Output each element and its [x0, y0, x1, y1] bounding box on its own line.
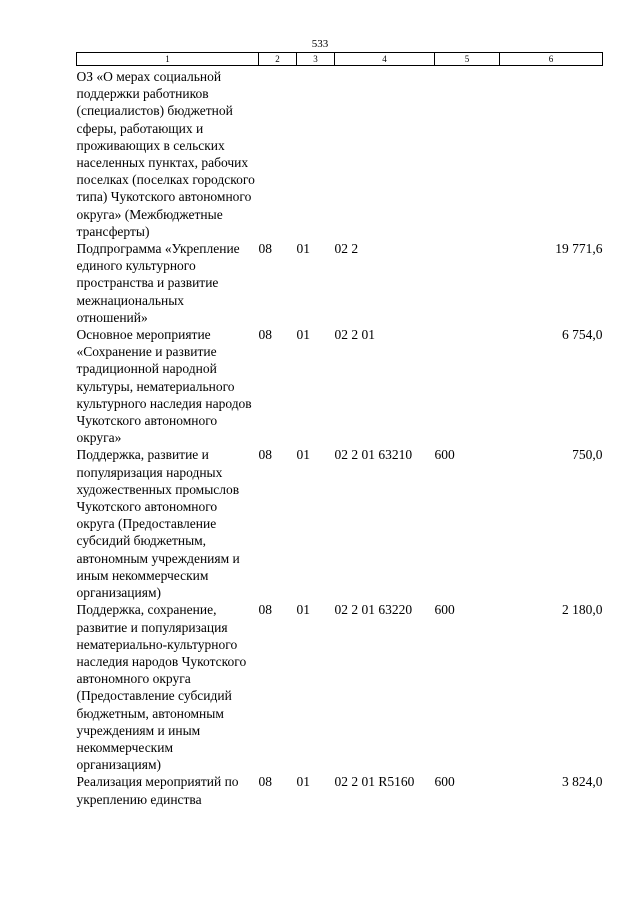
row-subsection: 01 [296, 327, 310, 343]
row-amount: 3 824,0 [562, 774, 603, 790]
row-expense-type [435, 326, 500, 446]
column-header-4: 4 [335, 53, 435, 66]
row-expense-type: 600 [434, 602, 455, 618]
row-section: 08 [258, 327, 272, 343]
row-section: 08 [258, 602, 272, 618]
row-name: Поддержка, сохранение, развитие и популяризация нематериально-культурного наследия народов Чукотского автономного округа (Предоставление субсидий бюджетным, автономным учреждениям и иным некоммерческим организациям) [76, 602, 247, 773]
row-expense-type [435, 66, 500, 241]
row-expense-type: 600 [434, 447, 455, 463]
row-expense-type: 600 [434, 774, 455, 790]
column-header-3: 3 [297, 53, 335, 66]
column-number-row [77, 53, 603, 66]
row-expense-type [435, 240, 500, 326]
row-subsection: 01 [296, 241, 310, 257]
row-section [259, 66, 297, 241]
row-target-code: 02 2 01 63220 [334, 602, 413, 618]
row-subsection [297, 66, 335, 241]
row-amount: 6 754,0 [562, 327, 603, 343]
row-target-code: 02 2 [334, 241, 359, 257]
column-header-6: 6 [500, 53, 603, 66]
table-row [77, 66, 603, 241]
row-section: 08 [258, 241, 272, 257]
row-target-code [335, 66, 435, 241]
row-subsection: 01 [296, 774, 310, 790]
page-number: 533 [311, 38, 329, 50]
table-row [77, 326, 603, 446]
row-subsection: 01 [296, 447, 310, 463]
row-amount: 19 771,6 [555, 241, 603, 257]
column-header-1: 1 [77, 53, 259, 66]
row-amount [500, 66, 603, 241]
column-header-2: 2 [259, 53, 297, 66]
row-amount: 2 180,0 [562, 602, 603, 618]
row-name: Подпрограмма «Укрепление единого культурного пространства и развитие межнациональных отношений» [76, 241, 240, 325]
row-name: Реализация мероприятий по укреплению единства [76, 774, 239, 807]
row-amount: 750,0 [572, 447, 603, 463]
row-target-code: 02 2 01 [334, 327, 375, 343]
row-name: Основное мероприятие «Сохранение и развитие традиционной народной культуры, нематериального культурного наследия народов Чукотского автономного округа» [76, 327, 252, 446]
row-section: 08 [258, 774, 272, 790]
table-row [77, 601, 603, 773]
table-row [77, 773, 603, 807]
table-header [77, 53, 603, 66]
row-name: ОЗ «О мерах социальной поддержки работников (специалистов) бюджетной сферы, работающих и проживающих в сельских населенных пунктах, рабочих поселках (поселках городского типа) Чукотского автономного округа» (Межбюджетные трансферты) [76, 69, 255, 239]
row-name: Поддержка, развитие и популяризация народных художественных промыслов Чукотского автономного округа (Предоставление субсидий бюджетным, автономным учреждениям и иным некоммерческим организациям) [76, 447, 240, 601]
row-target-code: 02 2 01 R5160 [334, 774, 415, 790]
row-target-code: 02 2 01 63210 [334, 447, 413, 463]
row-subsection: 01 [296, 602, 310, 618]
budget-table [76, 52, 603, 808]
column-header-5: 5 [435, 53, 500, 66]
table-row [77, 446, 603, 601]
table-row [77, 240, 603, 326]
row-section: 08 [258, 447, 272, 463]
